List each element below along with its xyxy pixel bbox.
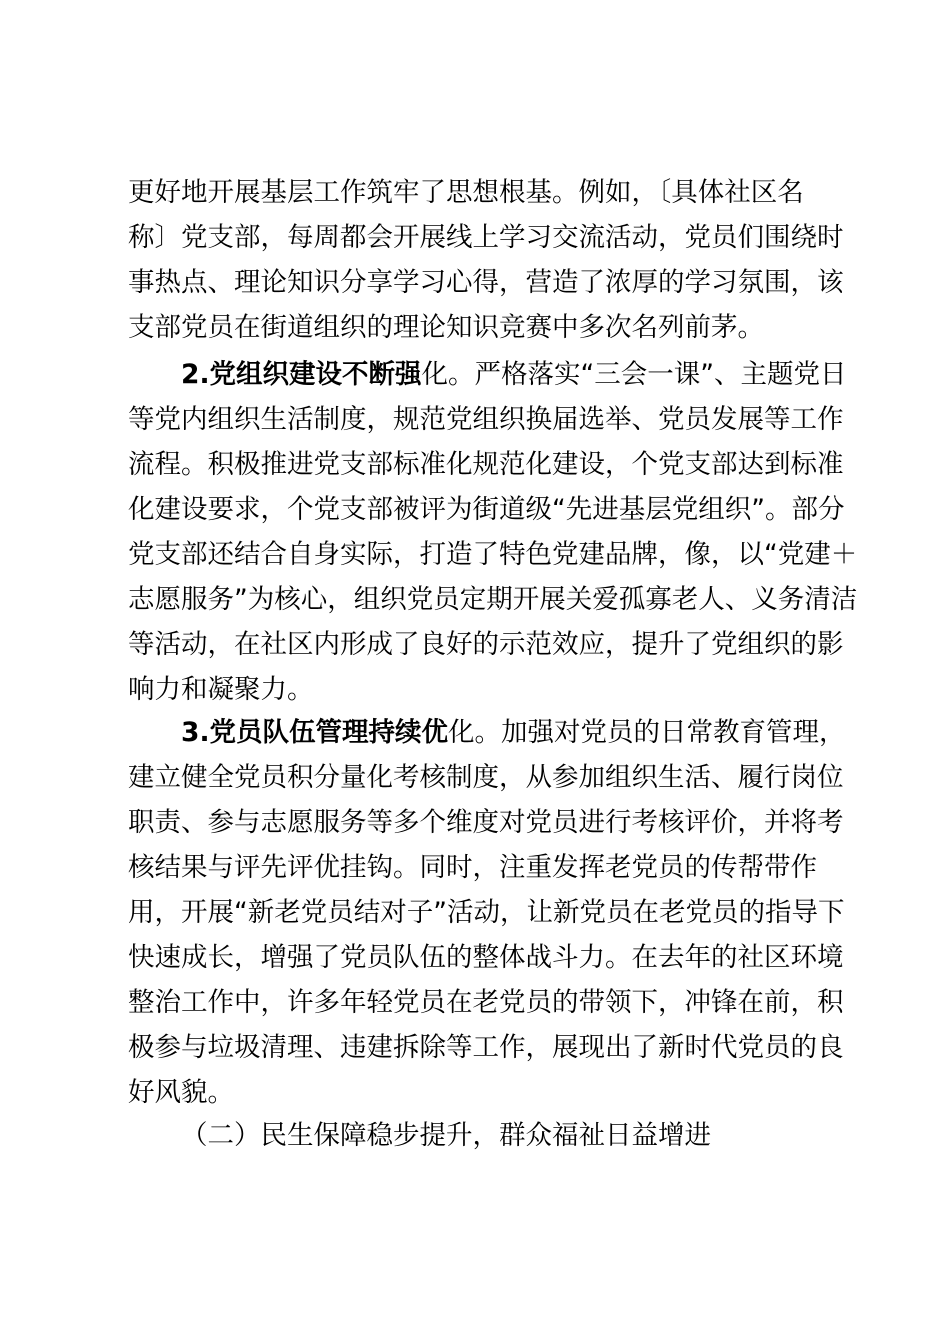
text-line: 响力和凝聚力。 (128, 674, 314, 705)
text-line: 职责、参与志愿服务等多个维度对党员进行考核评价，并将考 (128, 807, 844, 838)
text-line: 建立健全党员积分量化考核制度，从参加组织生活、履行岗位 (128, 762, 844, 793)
text-line: 支部党员在街道组织的理论知识竞赛中多次名列前茅。 (128, 312, 764, 343)
text-line: 更好地开展基层工作筑牢了思想根基。例如，〔具体社区名 (128, 177, 804, 208)
text-line: 化建设要求，个党支部被评为街道级“先进基层党组织”。部分 (128, 494, 845, 525)
text-span: 化。加强对党员的日常教育管理， (448, 717, 846, 748)
text-line: 好风貌。 (128, 1077, 234, 1108)
text-line: 快速成长，增强了党员队伍的整体战斗力。在去年的社区环境 (128, 942, 844, 973)
text-line: 等活动，在社区内形成了良好的示范效应，提升了党组织的影 (128, 629, 844, 660)
subsection-title: （二）民生保障稳步提升，群众福祉日益增进 (181, 1120, 711, 1151)
text-line: 等党内组织生活制度，规范党组织换届选举、党员发展等工作 (128, 404, 844, 435)
text-line: 用，开展“新老党员结对子”活动，让新党员在老党员的指导下 (128, 897, 845, 928)
paragraph-first-line (181, 713, 846, 753)
text-line: 核结果与评先评优挂钩。同时，注重发挥老党员的传帮带作 (128, 852, 817, 883)
text-line: 事热点、理论知识分享学习心得，营造了浓厚的学习氛围，该 (128, 267, 844, 298)
section-heading: 3.党员队伍管理持续优 (181, 717, 449, 748)
paragraph-first-line (181, 355, 846, 395)
text-line: 整治工作中，许多年轻党员在老党员的带领下，冲锋在前，积 (128, 987, 844, 1018)
text-line: 称〕党支部，每周都会开展线上学习交流活动，党员们围绕时 (128, 222, 844, 253)
text-line: 极参与垃圾清理、违建拆除等工作，展现出了新时代党员的良 (128, 1032, 844, 1063)
section-heading: 2.党组织建设不断强 (181, 359, 422, 390)
text-line: 志愿服务”为核心，组织党员定期开展关爱孤寡老人、义务清洁 (128, 584, 858, 615)
text-span: 化。严格落实“三会一课”、主题党日 (421, 359, 847, 390)
text-line: 党支部还结合自身实际，打造了特色党建品牌，像，以“党建＋ (128, 539, 858, 570)
text-line: 流程。积极推进党支部标准化规范化建设，个党支部达到标准 (128, 449, 844, 480)
